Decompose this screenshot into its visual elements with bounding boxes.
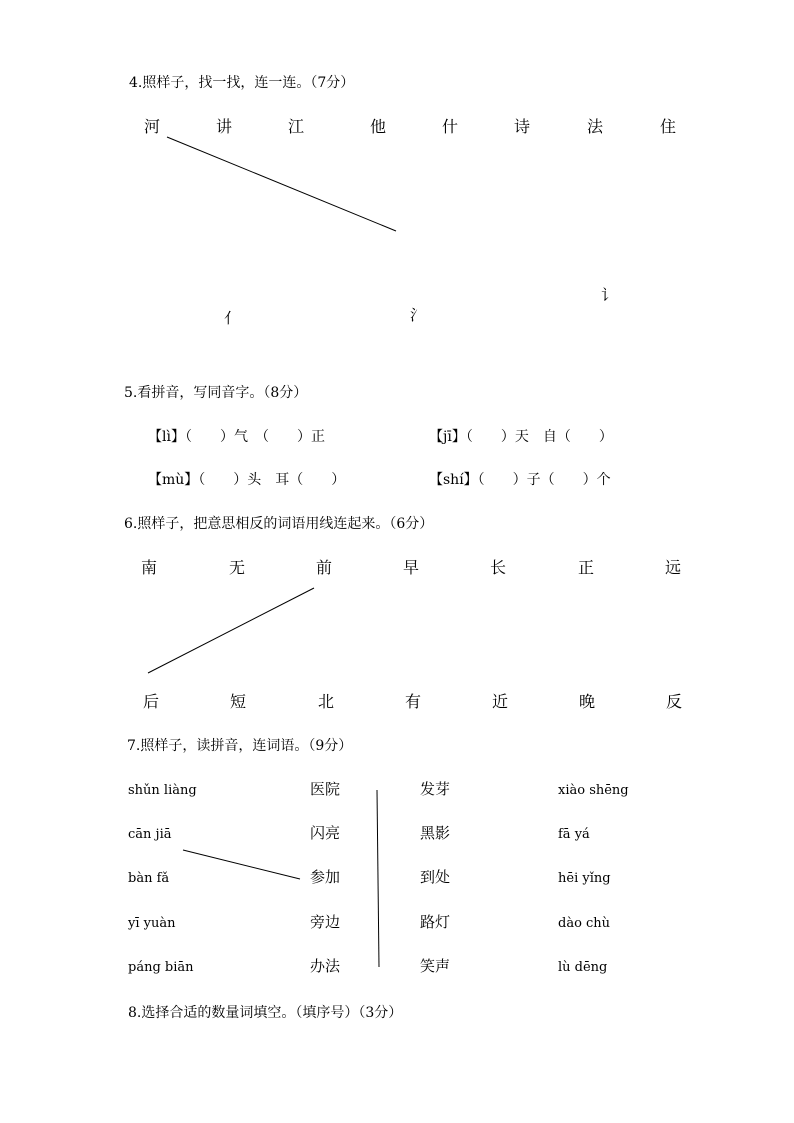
q7-right-pinyin[interactable]: fā yá <box>558 827 590 842</box>
q4-char[interactable]: 讲 <box>216 117 233 136</box>
q6-bottom-word[interactable]: 后 <box>143 692 160 711</box>
q6-top-word[interactable]: 正 <box>578 558 595 577</box>
q4-char[interactable]: 诗 <box>514 117 531 136</box>
q4-example-line <box>167 137 396 231</box>
q4-char[interactable]: 他 <box>370 117 387 136</box>
q5-row2-left[interactable]: 【mù】（ ）头 耳（ ） <box>148 472 346 488</box>
q7-left-word[interactable]: 办法 <box>310 957 341 975</box>
q7-right-word[interactable]: 路灯 <box>420 913 451 931</box>
q7-right-pinyin[interactable]: xiào shēng <box>558 783 629 798</box>
q4-title: 4.照样子，找一找，连一连。（7分） <box>129 75 355 91</box>
q7-right-pinyin[interactable]: hēi yǐng <box>558 871 611 886</box>
q7-left-pinyin[interactable]: cān jiā <box>128 827 172 842</box>
q7-right-word[interactable]: 到处 <box>420 868 451 886</box>
q5-title: 5.看拼音，写同音字。（8分） <box>124 385 308 401</box>
q7-right-word[interactable]: 笑声 <box>420 957 451 975</box>
q6-top-word[interactable]: 长 <box>490 558 507 577</box>
q6-top-word[interactable]: 无 <box>229 558 246 577</box>
q4-char[interactable]: 住 <box>660 117 677 136</box>
q6-bottom-word[interactable]: 有 <box>405 692 422 711</box>
q4-char[interactable]: 江 <box>288 117 305 136</box>
q7-right-pinyin[interactable]: lù dēng <box>558 960 608 975</box>
q4-radical-ren[interactable]: 亻 <box>224 309 240 327</box>
q7-left-word[interactable]: 闪亮 <box>310 824 341 842</box>
q7-example-line-vertical <box>377 790 379 967</box>
q8-title: 8.选择合适的数量词填空。（填序号）（3分） <box>128 1005 403 1021</box>
q6-bottom-word[interactable]: 近 <box>492 692 509 711</box>
q7-example-line-pinyin <box>183 850 300 879</box>
q6-top-word[interactable]: 早 <box>403 558 420 577</box>
q5-row1-left[interactable]: 【lì】（ ）气 （ ）正 <box>148 429 325 445</box>
q7-right-pinyin[interactable]: dào chù <box>558 916 611 931</box>
q7-left-pinyin[interactable]: páng biān <box>128 960 194 975</box>
q6-top-word[interactable]: 南 <box>141 558 158 577</box>
q6-title: 6.照样子，把意思相反的词语用线连起来。（6分） <box>124 516 434 532</box>
q6-bottom-word[interactable]: 短 <box>230 692 247 711</box>
q4-char[interactable]: 什 <box>442 117 459 136</box>
q6-bottom-word[interactable]: 晚 <box>579 692 596 711</box>
q4-radical-yan[interactable]: 讠 <box>601 286 617 304</box>
q5-row2-right[interactable]: 【shí】（ ）子（ ）个 <box>429 472 611 488</box>
q7-left-word[interactable]: 旁边 <box>310 913 341 931</box>
q7-left-pinyin[interactable]: yī yuàn <box>128 916 176 931</box>
q7-right-word[interactable]: 发芽 <box>420 780 451 798</box>
q6-top-word[interactable]: 远 <box>665 558 682 577</box>
q4-char[interactable]: 河 <box>144 117 161 136</box>
q7-left-word[interactable]: 参加 <box>310 868 341 886</box>
q4-char[interactable]: 法 <box>587 117 604 136</box>
q6-top-word[interactable]: 前 <box>316 558 333 577</box>
q6-bottom-word[interactable]: 北 <box>318 692 335 711</box>
q6-example-line <box>148 588 314 673</box>
q7-right-word[interactable]: 黑影 <box>420 824 451 842</box>
q7-left-pinyin[interactable]: shǔn liàng <box>128 783 197 798</box>
q7-left-word[interactable]: 医院 <box>310 780 341 798</box>
q6-bottom-word[interactable]: 反 <box>666 692 683 711</box>
q4-radical-shui[interactable]: 氵 <box>410 306 426 324</box>
q5-row1-right[interactable]: 【jī】（ ）天 自（ ） <box>429 429 613 445</box>
q7-left-pinyin[interactable]: bàn fǎ <box>128 871 170 886</box>
q7-title: 7.照样子，读拼音，连词语。（9分） <box>127 738 353 754</box>
